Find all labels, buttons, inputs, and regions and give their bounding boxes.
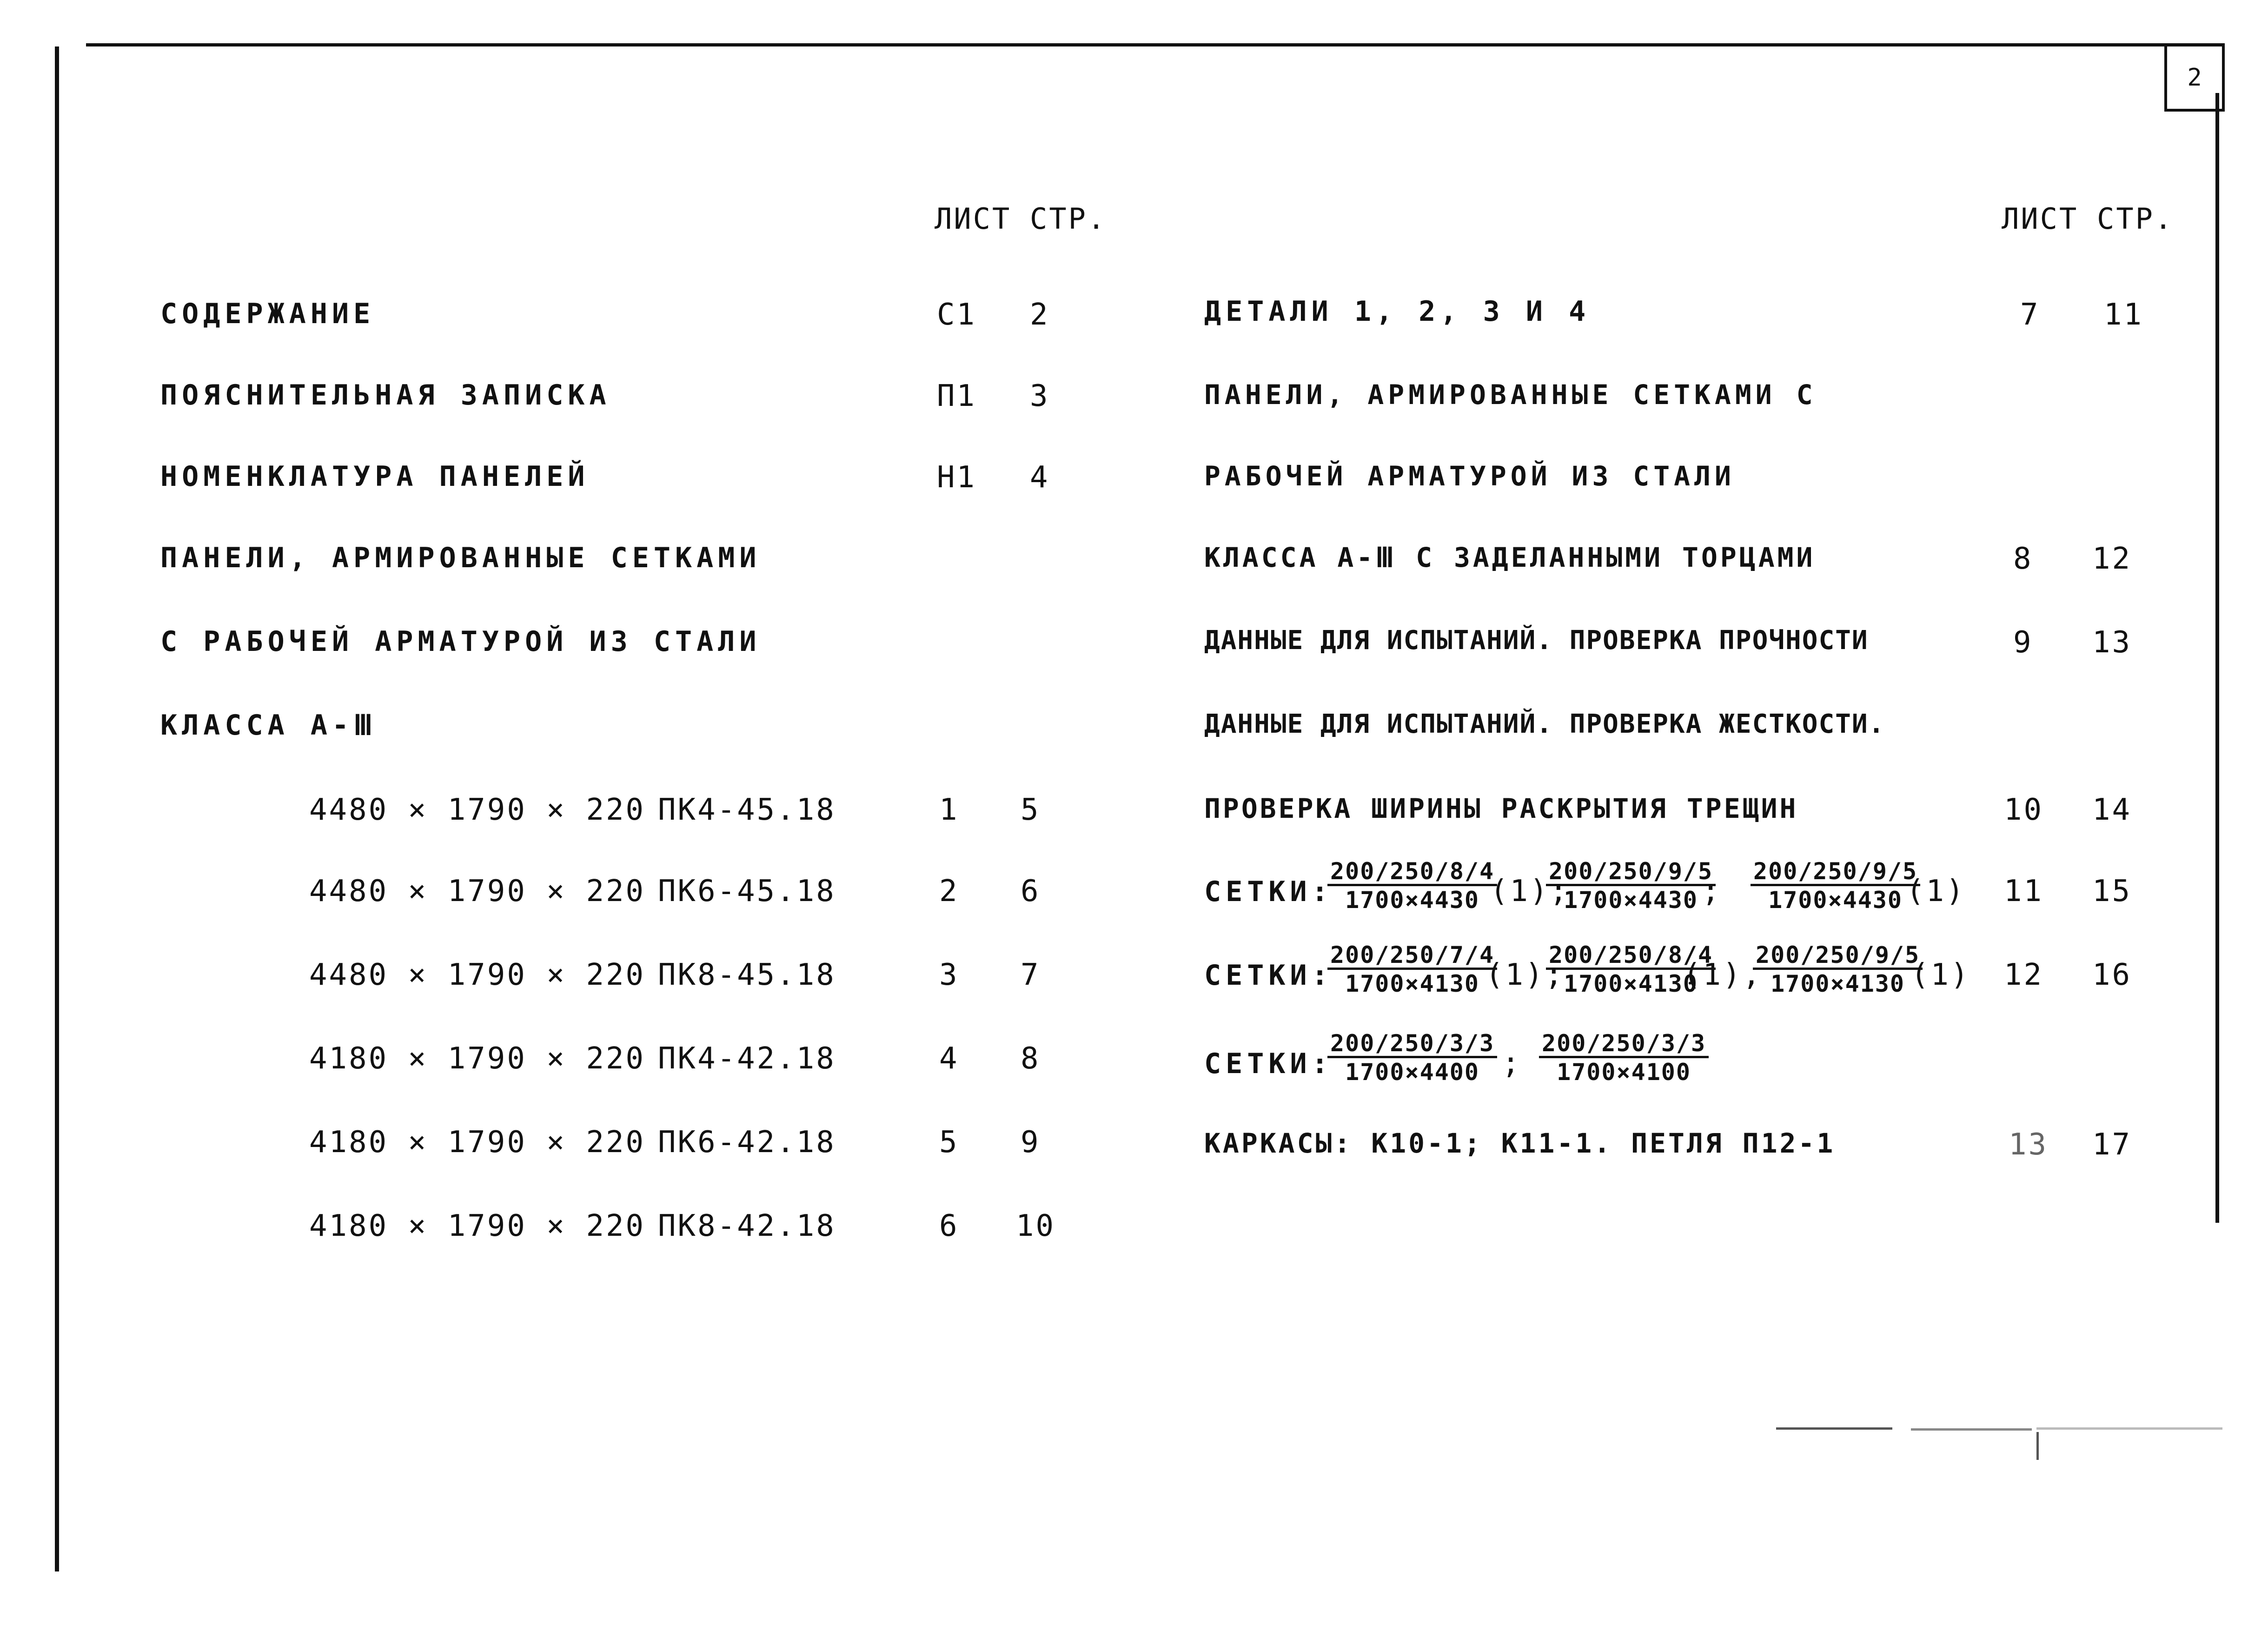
panel-sheet: 2 <box>939 874 959 908</box>
panel-page: 6 <box>1021 874 1041 908</box>
mesh-suffix: ; <box>1702 874 1722 908</box>
toc-title: ДАННЫЕ ДЛЯ ИСПЫТАНИЙ. ПРОВЕРКА ЖЕСТКОСТИ. <box>1204 709 1885 739</box>
stamp-line <box>2036 1432 2039 1460</box>
mesh-fraction <box>1546 859 1716 912</box>
toc-sheet: 13 <box>2009 1127 2049 1162</box>
mesh-numerator: 200/250/9/5 <box>1751 859 1920 886</box>
toc-page: 16 <box>2092 958 2132 992</box>
toc-sheet: С1 <box>937 298 977 332</box>
toc-title: ДАННЫЕ ДЛЯ ИСПЫТАНИЙ. ПРОВЕРКА ПРОЧНОСТИ <box>1204 625 1869 656</box>
toc-sheet: П1 <box>937 379 977 413</box>
right-header-page: СТР. <box>2097 202 2174 236</box>
mesh-numerator: 200/250/9/5 <box>1753 943 1923 970</box>
mesh-denominator: 1700×4100 <box>1557 1058 1691 1086</box>
mesh-suffix: (1), <box>1683 958 1763 992</box>
toc-page: 17 <box>2092 1127 2132 1162</box>
panel-sheet: 6 <box>939 1209 959 1243</box>
frame-left-line <box>55 46 59 1571</box>
mesh-suffix: (1); <box>1485 958 1565 992</box>
toc-title: ПРОВЕРКА ШИРИНЫ РАСКРЫТИЯ ТРЕЩИН <box>1204 793 1798 824</box>
panel-page: 5 <box>1021 793 1041 827</box>
stamp-line <box>1776 1427 1892 1430</box>
toc-page: 3 <box>1030 379 1050 413</box>
toc-title: С РАБОЧЕЙ АРМАТУРОЙ ИЗ СТАЛИ <box>160 625 761 658</box>
frame-right-line <box>2215 93 2219 1223</box>
panel-mark: ПК6-45.18 <box>658 874 836 908</box>
panel-page: 8 <box>1021 1041 1041 1076</box>
mesh-suffix: (1) <box>1911 958 1970 992</box>
mesh-fraction <box>1539 1031 1709 1084</box>
panel-dims: 4180 × 1790 × 220 <box>309 1125 646 1160</box>
panel-mark: ПК8-42.18 <box>658 1209 836 1243</box>
panel-mark: ПК6-42.18 <box>658 1125 836 1160</box>
mesh-numerator: 200/250/9/5 <box>1546 859 1716 886</box>
toc-title: КЛАССА А-Ⅲ <box>160 709 378 742</box>
panel-sheet: 1 <box>939 793 959 827</box>
toc-sheet: 12 <box>2004 958 2044 992</box>
mesh-fraction <box>1751 859 1920 912</box>
toc-page: 15 <box>2092 874 2132 908</box>
toc-title: ДЕТАЛИ 1, 2, 3 И 4 <box>1204 295 1591 328</box>
toc-title: ПОЯСНИТЕЛЬНАЯ ЗАПИСКА <box>160 379 611 411</box>
panel-dims: 4480 × 1790 × 220 <box>309 958 646 992</box>
mesh-numerator: 200/250/3/3 <box>1539 1031 1709 1058</box>
panel-dims: 4180 × 1790 × 220 <box>309 1209 646 1243</box>
toc-page: 13 <box>2092 625 2132 660</box>
right-header-sheet: ЛИСТ <box>2002 202 2079 236</box>
mesh-numerator: 200/250/3/3 <box>1327 1031 1497 1058</box>
mesh-numerator: 200/250/8/4 <box>1327 859 1497 886</box>
toc-title: ПАНЕЛИ, АРМИРОВАННЫЕ СЕТКАМИ <box>160 542 761 574</box>
toc-title: РАБОЧЕЙ АРМАТУРОЙ ИЗ СТАЛИ <box>1204 460 1735 492</box>
panel-mark: ПК4-45.18 <box>658 793 836 827</box>
mesh-denominator: 1700×4130 <box>1345 970 1480 997</box>
toc-sheet: Н1 <box>937 460 977 495</box>
toc-title: НОМЕНКЛАТУРА ПАНЕЛЕЙ <box>160 460 590 493</box>
toc-sheet: 9 <box>2013 625 2033 660</box>
toc-title: КЛАССА А-Ⅲ С ЗАДЕЛАННЫМИ ТОРЦАМИ <box>1204 542 1816 573</box>
left-header-sheet: ЛИСТ <box>935 202 1012 236</box>
mesh-suffix: (1) <box>1906 874 1966 908</box>
panel-sheet: 3 <box>939 958 959 992</box>
mesh-suffix: ; <box>1502 1046 1522 1081</box>
setki-label: СЕТКИ: <box>1204 875 1333 908</box>
left-header-page: СТР. <box>1030 202 1107 236</box>
mesh-denominator: 1700×4400 <box>1345 1058 1480 1086</box>
toc-page: 11 <box>2104 298 2144 332</box>
toc-sheet: 11 <box>2004 874 2044 908</box>
panel-page: 10 <box>1016 1209 1056 1243</box>
mesh-denominator: 1700×4130 <box>1771 970 1905 997</box>
frame-top-line <box>86 43 2225 46</box>
toc-title: ПАНЕЛИ, АРМИРОВАННЫЕ СЕТКАМИ С <box>1204 379 1817 411</box>
page-number: 2 <box>2187 64 2202 92</box>
mesh-fraction <box>1327 943 1497 996</box>
toc-title: СОДЕРЖАНИЕ <box>160 298 375 330</box>
panel-page: 7 <box>1021 958 1041 992</box>
mesh-fraction <box>1753 943 1923 996</box>
stamp-line <box>2036 1427 2222 1430</box>
mesh-numerator: 200/250/7/4 <box>1327 943 1497 970</box>
toc-page: 14 <box>2092 793 2132 827</box>
toc-page: 12 <box>2092 542 2132 576</box>
mesh-denominator: 1700×4430 <box>1345 886 1480 914</box>
toc-title: КАРКАСЫ: К10-1; К11-1. ПЕТЛЯ П12-1 <box>1204 1127 1836 1159</box>
panel-sheet: 5 <box>939 1125 959 1160</box>
panel-mark: ПК8-45.18 <box>658 958 836 992</box>
mesh-denominator: 1700×4130 <box>1564 970 1698 997</box>
mesh-denominator: 1700×4430 <box>1768 886 1903 914</box>
panel-dims: 4480 × 1790 × 220 <box>309 874 646 908</box>
stamp-line <box>1911 1428 2032 1431</box>
panel-page: 9 <box>1021 1125 1041 1160</box>
faint-stamp <box>2036 1423 2232 1492</box>
mesh-suffix: (1); <box>1490 874 1570 908</box>
setki-label: СЕТКИ: <box>1204 959 1333 992</box>
mesh-fraction <box>1327 1031 1497 1084</box>
panel-sheet: 4 <box>939 1041 959 1076</box>
mesh-fraction <box>1327 859 1497 912</box>
mesh-denominator: 1700×4430 <box>1564 886 1698 914</box>
toc-sheet: 10 <box>2004 793 2044 827</box>
toc-page: 2 <box>1030 298 1050 332</box>
panel-mark: ПК4-42.18 <box>658 1041 836 1076</box>
toc-sheet: 7 <box>2020 298 2040 332</box>
panel-dims: 4480 × 1790 × 220 <box>309 793 646 827</box>
toc-page: 4 <box>1030 460 1050 495</box>
panel-dims: 4180 × 1790 × 220 <box>309 1041 646 1076</box>
page-number-box <box>2164 46 2225 112</box>
mesh-numerator: 200/250/8/4 <box>1546 943 1716 970</box>
setki-label: СЕТКИ: <box>1204 1048 1333 1080</box>
toc-sheet: 8 <box>2013 542 2033 576</box>
